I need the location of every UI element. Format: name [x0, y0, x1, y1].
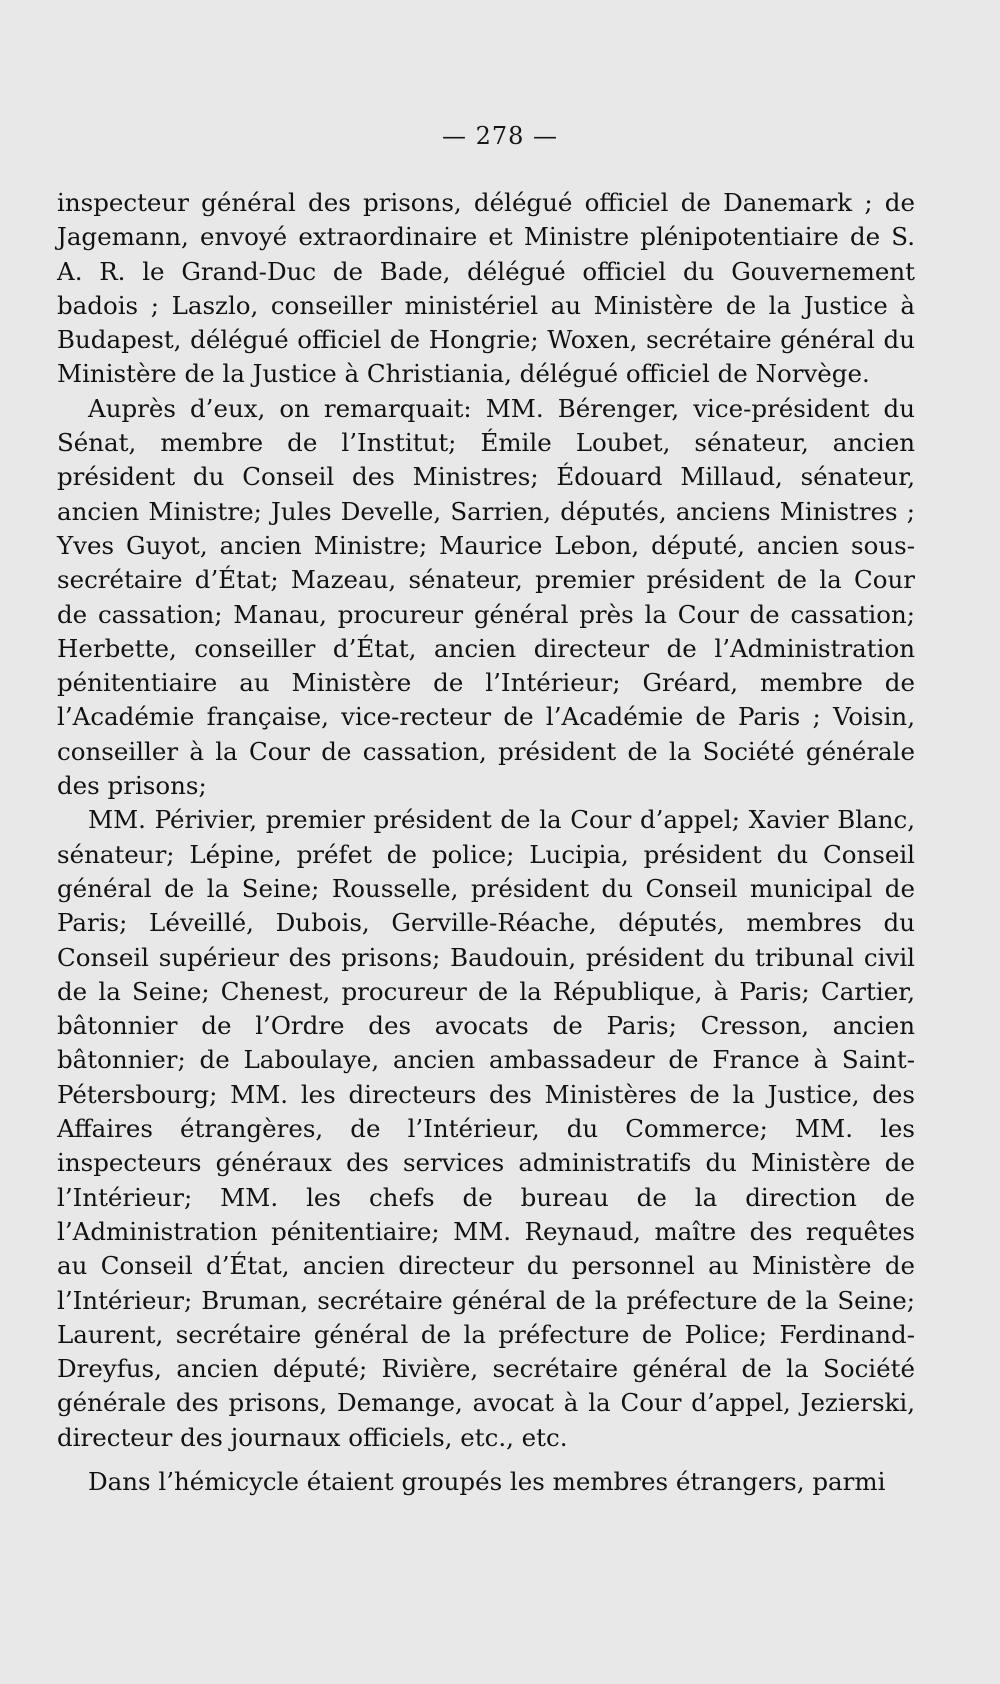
paragraph-hemicycle: Dans l’hémicycle étaient groupés les membres étrangers, parmi: [88, 1466, 886, 1496]
paragraph-attendees: Auprès d’eux, on remarquait: MM. Bérenger, vice-président du Sénat, membre de l’Institut; Émile Loubet, sénateur, ancien président du Conseil des Ministres; Édouard Millaud, sénateur, ancien Ministre; Jules Develle, Sarrien, députés, anciens Ministres ; Yves Guyot, ancien Ministre; Maurice Lebon, député, ancien sous-secrétaire d’État; Mazeau, sénateur, premier président de la Cour de cassation; Manau, procureur général près la Cour de cassation; Herbette, conseiller d’État, ancien directeur de l’Administration pénitentiaire au Ministère de l’Intérieur; Gréard, membre de l’Académie française, vice-recteur de l’Académie de Paris ; Voisin, conseiller à la Cour de cassation, président de la Société générale des prisons;: [57, 393, 915, 801]
paragraph-continuation: inspecteur général des prisons, délégué officiel de Danemark ; de Jagemann, envoyé extraordinaire et Ministre plénipotentiaire de S. A. R. le Grand-Duc de Bade, délégué officiel du Gouvernement badois ; Laszlo, conseiller ministériel au Ministère de la Justice à Budapest, délégué officiel de Hongrie; Woxen, secrétaire général du Ministère de la Justice à Christiania, délégué officiel de Norvège.: [57, 188, 915, 389]
page-number: — 278 —: [441, 122, 559, 150]
body-text: [57, 186, 915, 1499]
paragraph-officials: MM. Périvier, premier président de la Cour d’appel; Xavier Blanc, sénateur; Lépine, préfet de police; Lucipia, président du Conseil général de la Seine; Rousselle, président du Conseil municipal de Paris; Léveillé, Dubois, Gerville-Réache, députés, membres du Conseil supérieur des prisons; Baudouin, président du tribunal civil de la Seine; Chenest, procureur de la République, à Paris; Cartier, bâtonnier de l’Ordre des avocats de Paris; Cresson, ancien bâtonnier; de Laboulaye, ancien ambassadeur de France à Saint-Pétersbourg; MM. les directeurs des Ministères de la Justice, des Affaires étrangères, de l’Intérieur, du Commerce; MM. les inspecteurs généraux des services administratifs du Ministère de l’Intérieur; MM. les chefs de bureau de la direction de l’Administration pénitentiaire; MM. Reynaud, maître des requêtes au Conseil d’État, ancien directeur du personnel au Ministère de l’Intérieur; Bruman, secrétaire général de la préfecture de la Seine; Laurent, secrétaire général de la préfecture de Police; Ferdinand-Dreyfus, ancien député; Rivière, secrétaire général de la Société générale des prisons, Demange, avocat à la Cour d’appel, Jezierski, directeur des journaux officiels, etc., etc.: [57, 805, 915, 1452]
